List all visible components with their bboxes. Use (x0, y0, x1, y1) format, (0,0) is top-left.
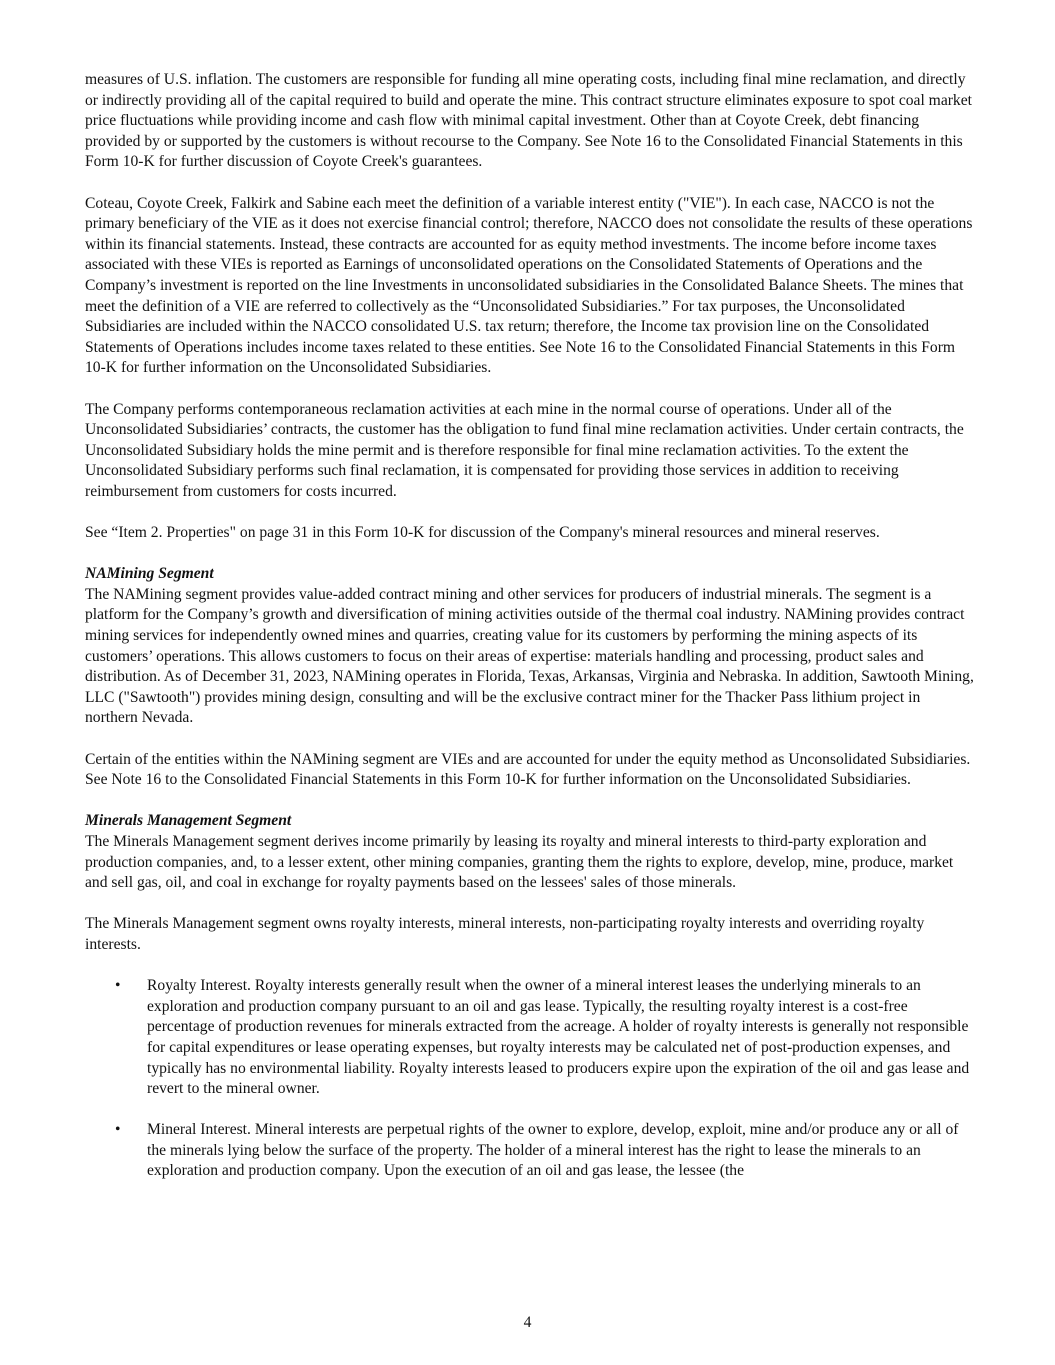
minerals-paragraph-interests: The Minerals Management segment owns royalty interests, mineral interests, non-participating royalty interests and overriding royalty interests. (85, 915, 925, 953)
bullet-text: Mineral Interest. Mineral interests are perpetual rights of the owner to explore, develop, exploit, mine and/or produce any or all of the minerals lying below the surface of the property. The holder of a mineral interest has the right to lease the minerals to an exploration and production company. Upon the execution of an oil and gas lease, the lessee (the (147, 1121, 959, 1180)
namining-paragraph-overview: The NAMining segment provides value-added contract mining and other services for producers of industrial minerals. The segment is a platform for the Company’s growth and diversification of mining activities outside of the thermal coal industry. NAMining provides contract mining services for independently owned mines and quarries, creating value for its customers by performing the mining aspects of its customers’ operations. This allows customers to focus on their areas of expertise: materials handling and processing, product sales and distribution. As of December 31, 2023, NAMining operates in Florida, Texas, Arkansas, Virginia and Nebraska. In addition, Sawtooth Mining, LLC ("Sawtooth") provides mining design, consulting and will be the exclusive contract miner for the Thacker Pass lithium project in northern Nevada. (85, 585, 974, 727)
bullet-text: Royalty Interest. Royalty interests generally result when the owner of a mineral interest leases the underlying minerals to an exploration and production company pursuant to an oil and gas lease. Typically, the resulting royalty interest is a cost-free percentage of production revenues for minerals extracted from the acreage. A holder of royalty interests is generally not responsible for capital expenditures or lease operating expenses, but royalty interests may be calculated net of post-production expenses, and typically has no environmental liability. Royalty interests leased to producers expire upon the expiration of the oil and gas lease and revert to the mineral owner. (147, 977, 970, 1098)
paragraph-vie-definition: Coteau, Coyote Creek, Falkirk and Sabine each meet the definition of a variable interest entity ("VIE"). In each case, NACCO is not the primary beneficiary of the VIE as it does not exercise financial control; therefore, NACCO does not consolidate the results of these operations within its financial statements. Instead, these contracts are accounted for as equity method investments. The income before income taxes associated with these VIEs is reported as Earnings of unconsolidated operations on the Consolidated Statements of Operations and the Company’s investment is reported on the line Investments in unconsolidated subsidiaries in the Consolidated Balance Sheets. The mines that meet the definition of a VIE are referred to collectively as the “Unconsolidated Subsidiaries.” For tax purposes, the Unconsolidated Subsidiaries are included within the NACCO consolidated U.S. tax return; therefore, the Income tax provision line on the Consolidated Statements of Operations includes income taxes related to these entities. See Note 16 to the Consolidated Financial Statements in this Form 10-K for further information on the Unconsolidated Subsidiaries. (85, 194, 973, 377)
list-item-mineral-interest (85, 1120, 975, 1182)
paragraph-properties-reference: See “Item 2. Properties" on page 31 in this Form 10-K for discussion of the Company's mineral resources and mineral reserves. (85, 524, 880, 542)
bullet-icon: • (115, 1121, 121, 1139)
namining-paragraph-vie: Certain of the entities within the NAMining segment are VIEs and are accounted for under the equity method as Unconsolidated Subsidiaries. See Note 16 to the Consolidated Financial Statements in this Form 10-K for further information on the Unconsolidated Subsidiaries. (85, 750, 971, 789)
namining-heading: NAMining Segment (85, 565, 214, 583)
list-item-royalty-interest (85, 976, 975, 1100)
interest-bullet-list (85, 956, 975, 1183)
page-number: 4 (523, 1314, 532, 1331)
paragraph-reclamation: The Company performs contemporaneous reclamation activities at each mine in the normal course of operations. Under all of the Unconsolidated Subsidiaries’ contracts, the customer has the obligation to fund final mine reclamation activities. Under certain contracts, the Unconsolidated Subsidiary holds the mine permit and is therefore responsible for final mine reclamation activities. To the extent the Unconsolidated Subsidiary performs such final reclamation, it is compensated for providing those services in addition to receiving reimbursement from customers for costs incurred. (85, 400, 964, 500)
minerals-paragraph-overview: The Minerals Management segment derives income primarily by leasing its royalty and mineral interests to third-party exploration and production companies, and, to a lesser extent, other mining companies, granting them the rights to explore, develop, mine, produce, market and sell gas, oil, and coal in exchange for royalty payments based on the lessees' sales of those minerals. (85, 832, 954, 892)
paragraph-inflation-contracts: measures of U.S. inflation. The customers are responsible for funding all mine operating costs, including final mine reclamation, and directly or indirectly providing all of the capital required to build and operate the mine. This contract structure eliminates exposure to spot coal market price fluctuations while providing income and cash flow with minimal capital investment. Other than at Coyote Creek, debt financing provided by or supported by the customers is without recourse to the Company. See Note 16 to the Consolidated Financial Statements in this Form 10-K for further discussion of Coyote Creek's guarantees. (85, 71, 972, 171)
document-page (85, 70, 975, 1203)
bullet-icon: • (115, 977, 121, 995)
minerals-management-heading: Minerals Management Segment (85, 812, 292, 830)
